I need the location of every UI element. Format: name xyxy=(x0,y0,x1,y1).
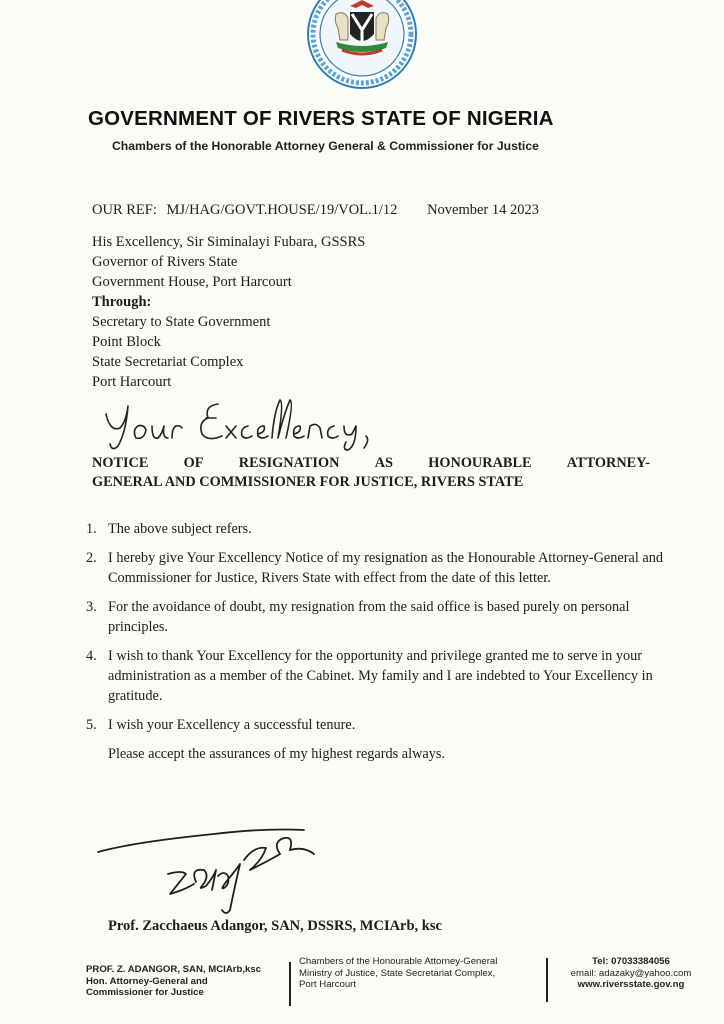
reference-line xyxy=(92,202,539,219)
handwritten-salutation xyxy=(98,392,398,454)
footer-address-block xyxy=(299,956,545,991)
footer-line: Ministry of Justice, State Secretariat Complex, xyxy=(299,967,496,979)
footer-sender-block xyxy=(86,964,282,999)
footer-line: Port Harcourt xyxy=(299,979,357,990)
list-item xyxy=(86,597,666,637)
subject-line-1 xyxy=(92,454,650,473)
item-number: 4. xyxy=(86,648,97,664)
through-line: Secretary to State Government xyxy=(92,314,271,330)
item-number: 2. xyxy=(86,550,97,566)
letterhead-subtitle: Chambers of the Honorable Attorney General & Commissioner for Justice xyxy=(112,139,539,153)
item-number: 3. xyxy=(86,599,97,615)
letter-date: November 14 2023 xyxy=(427,202,540,218)
item-text: I wish to thank Your Excellency for the opportunity and privilege granted me to serve in your administration as a member of the Cabinet. My family and I are indebted to Your Excellency in gratitude. xyxy=(108,648,653,704)
footer-website: www.riversstate.gov.ng xyxy=(577,979,685,990)
addressee-line: His Excellency, Sir Siminalayi Fubara, GSSRS xyxy=(92,234,366,250)
subject-word: HONOURABLE xyxy=(428,455,532,471)
list-item xyxy=(86,646,666,706)
footer-email: email: adazaky@yahoo.com xyxy=(570,967,692,979)
through-line: Port Harcourt xyxy=(92,374,172,390)
list-item xyxy=(86,519,666,539)
footer-contact-block xyxy=(556,956,706,991)
letter-body xyxy=(86,519,666,764)
footer-telephone: Tel: 07033384056 xyxy=(592,956,670,967)
subject-line-2: GENERAL AND COMMISSIONER FOR JUSTICE, RIVERS STATE xyxy=(92,474,524,490)
closing-line: Please accept the assurances of my highest regards always. xyxy=(108,746,446,762)
through-line: Point Block xyxy=(92,334,161,350)
through-label: Through: xyxy=(92,294,152,310)
subject-word: ATTORNEY- xyxy=(566,455,650,471)
list-item xyxy=(86,548,666,588)
addressee-line: Government House, Port Harcourt xyxy=(92,274,292,290)
reference-number: MJ/HAG/GOVT.HOUSE/19/VOL.1/12 xyxy=(166,202,398,218)
item-text: I hereby give Your Excellency Notice of my resignation as the Honourable Attorney-General and Commissioner for Justice, Rivers State with effect from the date of this letter. xyxy=(108,550,664,586)
item-text: I wish your Excellency a successful tenure. xyxy=(108,717,356,733)
addressee-line: Governor of Rivers State xyxy=(92,254,238,270)
letter-footer xyxy=(86,956,706,1018)
footer-line: PROF. Z. ADANGOR, SAN, MCIArb,ksc xyxy=(86,964,262,975)
footer-line: Chambers of the Honourable Attorney-General xyxy=(299,956,498,967)
signatory-name: Prof. Zacchaeus Adangor, SAN, DSSRS, MCIArb, ksc xyxy=(108,918,442,934)
letterhead-title: GOVERNMENT OF RIVERS STATE OF NIGERIA xyxy=(88,107,554,130)
footer-divider xyxy=(546,958,548,1002)
signature xyxy=(94,820,350,920)
reference-label: OUR REF: xyxy=(92,202,157,218)
subject-word: NOTICE xyxy=(92,455,149,471)
subject-word: AS xyxy=(374,455,393,471)
addressee-block xyxy=(92,232,365,392)
subject-heading xyxy=(92,454,650,492)
footer-line: Hon. Attorney-General and xyxy=(86,975,208,987)
footer-divider xyxy=(289,962,291,1006)
item-number: 5. xyxy=(86,717,97,733)
subject-word: OF xyxy=(183,455,204,471)
list-item xyxy=(86,715,666,735)
through-line: State Secretariat Complex xyxy=(92,354,244,370)
item-number: 1. xyxy=(86,521,97,537)
item-text: For the avoidance of doubt, my resignation from the said office is based purely on personal principles. xyxy=(108,599,630,635)
item-text: The above subject refers. xyxy=(108,521,252,537)
footer-line: Commissioner for Justice xyxy=(86,987,204,998)
coat-of-arms-seal xyxy=(306,0,418,96)
subject-word: RESIGNATION xyxy=(238,455,340,471)
